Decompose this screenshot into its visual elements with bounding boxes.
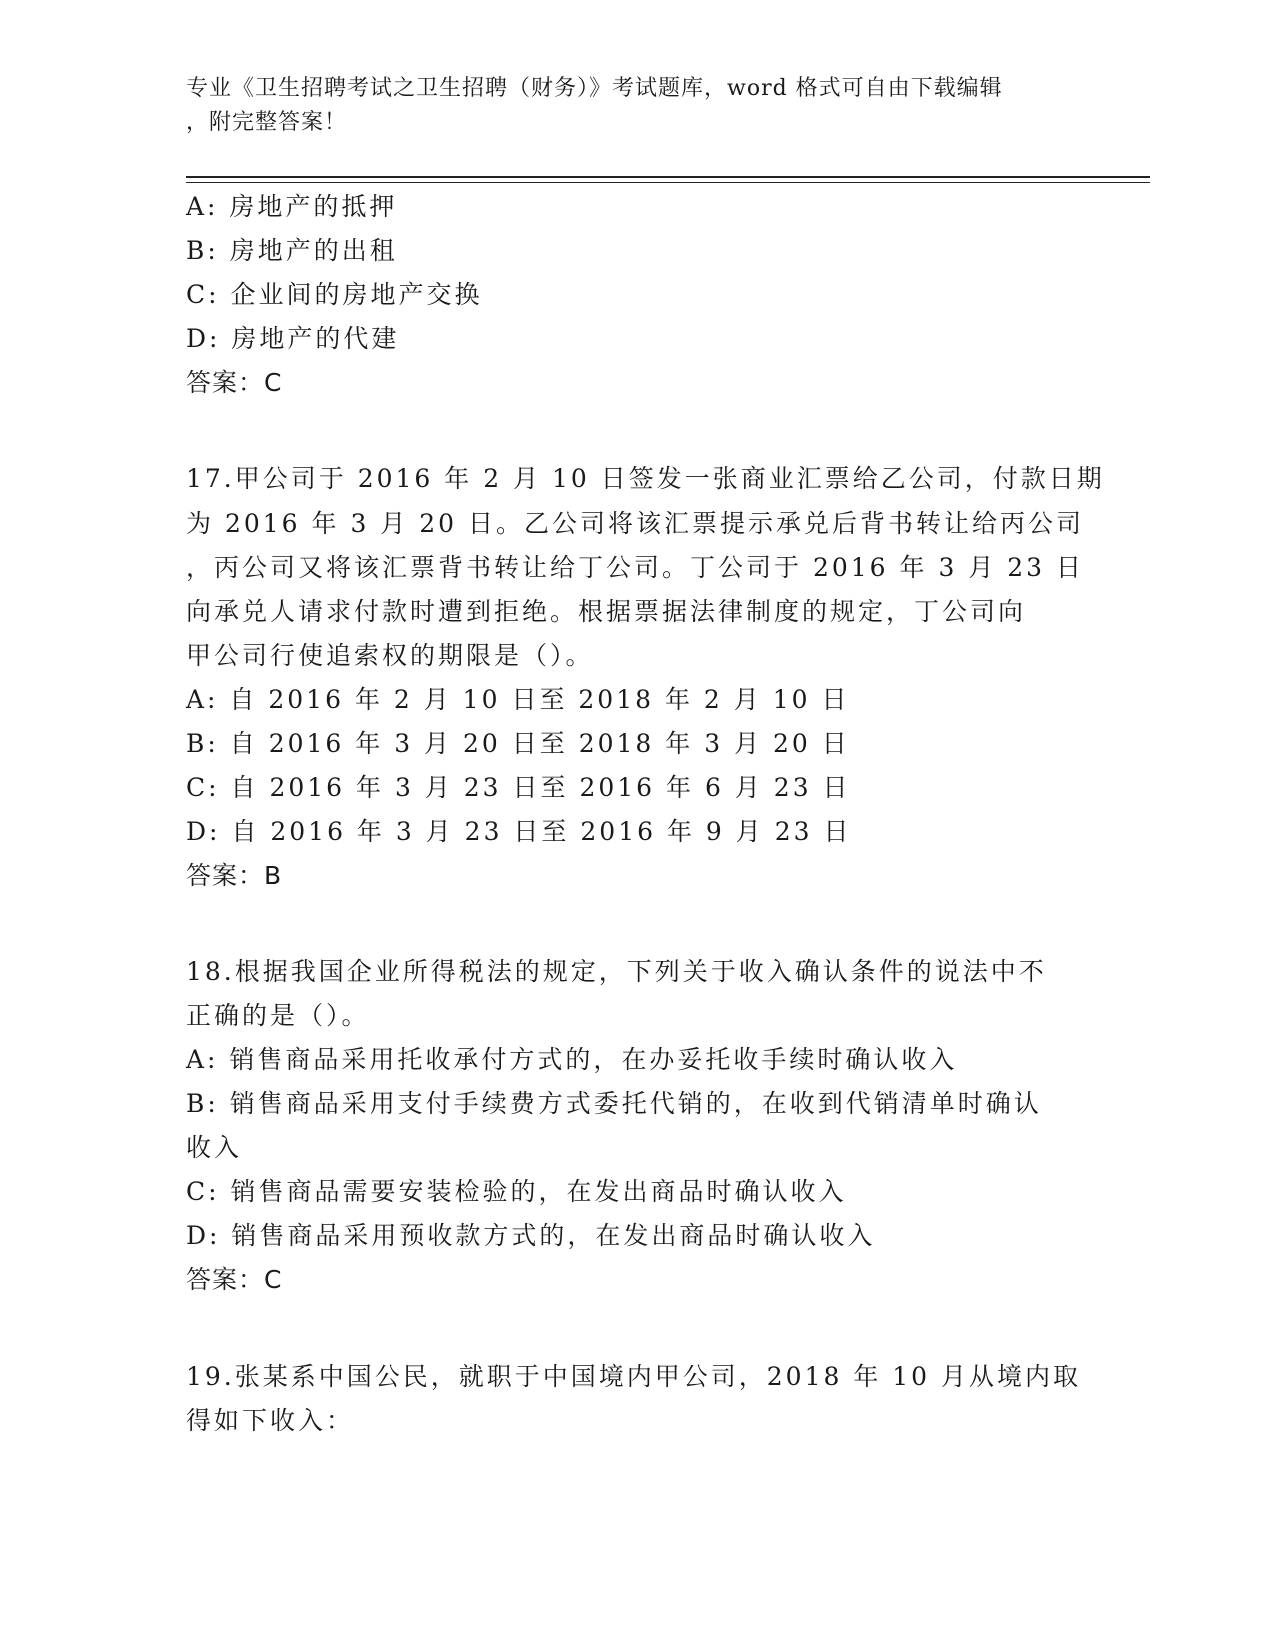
q18-option-b-continued: 收入 (186, 1133, 243, 1162)
header-line-2: ，附完整答案！ (186, 110, 348, 135)
q17-option-c: C: 自 2016 年 3 月 23 日至 2016 年 6 月 23 日 (186, 773, 851, 802)
q17-option-a: A: 自 2016 年 2 月 10 日至 2018 年 2 月 10 日 (186, 685, 850, 714)
q18-option-b: B: 销售商品采用支付手续费方式委托代销的，在收到代销清单时确认 (186, 1089, 1042, 1118)
q18-option-d: D: 销售商品采用预收款方式的，在发出商品时确认收入 (186, 1221, 876, 1250)
q18-option-c: C: 销售商品需要安装检验的，在发出商品时确认收入 (186, 1177, 847, 1206)
q18-stem-line-1: 18.根据我国企业所得税法的规定，下列关于收入确认条件的说法中不 (186, 957, 1047, 986)
q17-answer: 答案：B (186, 861, 283, 890)
document-header (186, 72, 1066, 140)
q19-stem-line-1: 19.张某系中国公民，就职于中国境内甲公司，2018 年 10 月从境内取 (186, 1362, 1082, 1391)
q17-stem-line-2: 为 2016 年 3 月 20 日。乙公司将该汇票提示承兑后背书转让给丙公司 (186, 509, 1085, 538)
q17-option-d: D: 自 2016 年 3 月 23 日至 2016 年 9 月 23 日 (186, 817, 852, 846)
header-divider-thin (186, 182, 1150, 183)
q17-stem-line-3: ，丙公司又将该汇票背书转让给丁公司。丁公司于 2016 年 3 月 23 日 (186, 553, 1085, 582)
header-line-1: 专业《卫生招聘考试之卫生招聘（财务）》考试题库，word 格式可自由下载编辑 (186, 76, 1003, 101)
q19-stem-line-2: 得如下收入： (186, 1406, 355, 1435)
q16-option-b: B: 房地产的出租 (186, 236, 398, 265)
q17-stem-line-4: 向承兑人请求付款时遭到拒绝。根据票据法律制度的规定，丁公司向 (186, 597, 1027, 626)
q16-answer: 答案：C (186, 368, 283, 397)
q16-option-d: D: 房地产的代建 (186, 324, 400, 353)
header-divider-thick (186, 176, 1150, 178)
q16-option-a: A: 房地产的抵押 (186, 192, 398, 221)
q17-option-b: B: 自 2016 年 3 月 20 日至 2018 年 3 月 20 日 (186, 729, 850, 758)
q16-option-c: C: 企业间的房地产交换 (186, 280, 483, 309)
q18-stem-line-2: 正确的是（）。 (186, 1001, 370, 1030)
q18-answer: 答案：C (186, 1265, 283, 1294)
q17-stem-line-1: 17.甲公司于 2016 年 2 月 10 日签发一张商业汇票给乙公司，付款日期 (186, 464, 1105, 493)
q17-stem-line-5: 甲公司行使追索权的期限是（）。 (186, 641, 594, 670)
q18-option-a: A: 销售商品采用托收承付方式的，在办妥托收手续时确认收入 (186, 1045, 958, 1074)
